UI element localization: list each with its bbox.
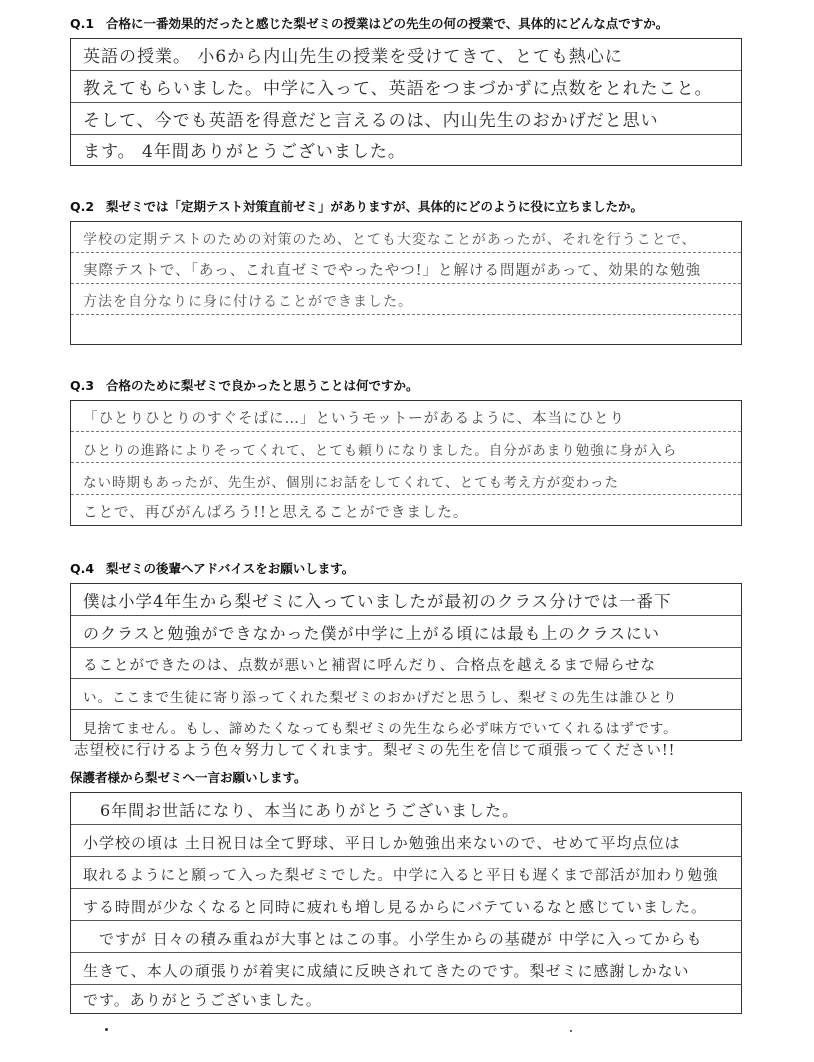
stray-mark (570, 1030, 572, 1032)
guardian-line-3-text: 取れるようにと願って入った梨ゼミでした。中学に入ると平日も遅くまで部活が加わり勉強 (83, 868, 719, 884)
q2-line-1-text: 学校の定期テストのための対策のため、とても大変なことがあったが、それを行うことで、 (83, 232, 697, 248)
q4-heading (70, 559, 354, 577)
q1-number: Q.1 (70, 16, 95, 31)
q1-line-1-text: 英語の授業。 小6から内山先生の授業を受けてきて、とても熱心に (83, 47, 623, 67)
q3-line-1-text: 「ひとりひとりのすぐそばに…」というモットーがあるように、本当にひとり (83, 411, 626, 427)
q3-number: Q.3 (70, 378, 95, 393)
guardian-answer-box (70, 792, 742, 1014)
q2-heading (70, 197, 643, 215)
q1-line-2 (71, 71, 741, 103)
guardian-line-4-text: する時間が少なくなると同時に疲れも増し見るからにバテているなと感じていました。 (83, 898, 708, 916)
q3-line-4-text: ことで、再びがんばろう!!と思えることができました。 (83, 505, 469, 521)
q2-number: Q.2 (70, 199, 95, 214)
q2-line-3 (71, 284, 741, 315)
q1-line-3-text: そして、今でも英語を得意だと言えるのは、内山先生のおかげだと思い (83, 111, 659, 131)
q4-line-1-text: 僕は小学4年生から梨ゼミに入っていましたが最初のクラス分けでは一番下 (83, 592, 672, 611)
guardian-line-3 (71, 857, 741, 889)
q4-line-5-text: 見捨てません。もし、諦めたくなっても梨ゼミの先生なら必ず味方でいてくれるはずです。 (83, 721, 678, 737)
q4-line-4 (71, 679, 741, 710)
q4-number: Q.4 (70, 561, 95, 576)
q3-line-2-text: ひとりの進路によりそってくれて、とても頼りになりました。自分があまり勉強に身が入ら (83, 443, 678, 459)
q2-question: 梨ゼミでは「定期テスト対策直前ゼミ」がありますが、具体的にどのように役に立ちましたか。 (106, 199, 644, 214)
q4-line-1 (71, 584, 741, 616)
q1-line-4 (71, 135, 741, 165)
q3-line-3-text: ない時期もあったが、先生が、個別にお話をしてくれて、とても考え方が変わった (83, 475, 619, 491)
q2-line-3-text: 方法を自分なりに身に付けることができました。 (83, 294, 413, 310)
q4-line-3 (71, 648, 741, 679)
q2-line-2-text: 実際テストで、「あっ、これ直ゼミでやったやつ!」と解ける問題があって、効果的な勉強 (83, 263, 702, 279)
q4-line-2 (71, 616, 741, 648)
q3-question: 合格のために梨ゼミで良かったと思うことは何ですか。 (106, 378, 419, 393)
q4-question: 梨ゼミの後輩へアドバイスをお願いします。 (106, 561, 355, 576)
guardian-heading: 保護者様から梨ゼミへ一言お願いします。 (70, 770, 307, 785)
q1-answer-box (70, 38, 742, 166)
guardian-line-1-text: 6年間お世話になり、本当にありがとうございました。 (83, 801, 520, 820)
q1-heading (70, 14, 668, 32)
q4-line-4-text: い。ここまで生徒に寄り添ってくれた梨ゼミのおかげだと思うし、梨ゼミの先生は誰ひとり (83, 690, 678, 706)
q3-heading (70, 376, 419, 394)
q3-line-3 (71, 463, 741, 495)
guardian-line-1 (71, 793, 741, 825)
q2-line-1 (71, 222, 741, 253)
q4-line-3-text: ることができたのは、点数が悪いと補習に呼んだり、合格点を越えるまで帰らせな (83, 658, 657, 674)
q2-line-2 (71, 253, 741, 284)
guardian-line-6-text: 生きて、本人の頑張りが着実に成績に反映されてきたのです。梨ゼミに感謝しかない (83, 962, 690, 980)
q3-line-1 (71, 401, 741, 432)
guardian-line-7 (71, 985, 741, 1013)
q3-line-2 (71, 432, 741, 463)
guardian-line-4 (71, 889, 741, 921)
q3-answer-box (70, 400, 742, 526)
q1-question: 合格に一番効果的だったと感じた梨ゼミの授業はどの先生の何の授業で、具体的にどんな点ですか。 (106, 16, 669, 31)
q4-overflow-text: 志望校に行けるよう色々努力してくれます。梨ゼミの先生を信じて頑張ってください!! (74, 743, 676, 759)
q2-answer-box (70, 221, 742, 345)
q1-line-1 (71, 39, 741, 71)
guardian-line-5-text: ですが 日々の積み重ねが大事とはこの事。小学生からの基礎が 中学に入ってからも (83, 930, 703, 948)
q4-answer-box (70, 583, 742, 741)
q4-line-2-text: のクラスと勉強ができなかった僕が中学に上がる頃には最も上のクラスにい (83, 624, 661, 643)
guardian-line-5 (71, 921, 741, 953)
q2-line-4 (71, 315, 741, 344)
guardian-line-7-text: です。ありがとうございました。 (83, 991, 322, 1009)
q1-line-4-text: ます。 4年間ありがとうございました。 (83, 142, 406, 162)
q1-line-2-text: 教えてもらいました。中学に入って、英語をつまづかずに点数をとれたこと。 (83, 79, 713, 99)
q3-line-4 (71, 495, 741, 525)
stray-mark (105, 1028, 108, 1031)
q4-line-5 (71, 710, 741, 740)
guardian-line-6 (71, 953, 741, 985)
guardian-line-2 (71, 825, 741, 857)
guardian-line-2-text: 小学校の頃は 土日祝日は全て野球、平日しか勉強出来ないので、せめて平均点位は (83, 834, 681, 852)
q1-line-3 (71, 103, 741, 135)
